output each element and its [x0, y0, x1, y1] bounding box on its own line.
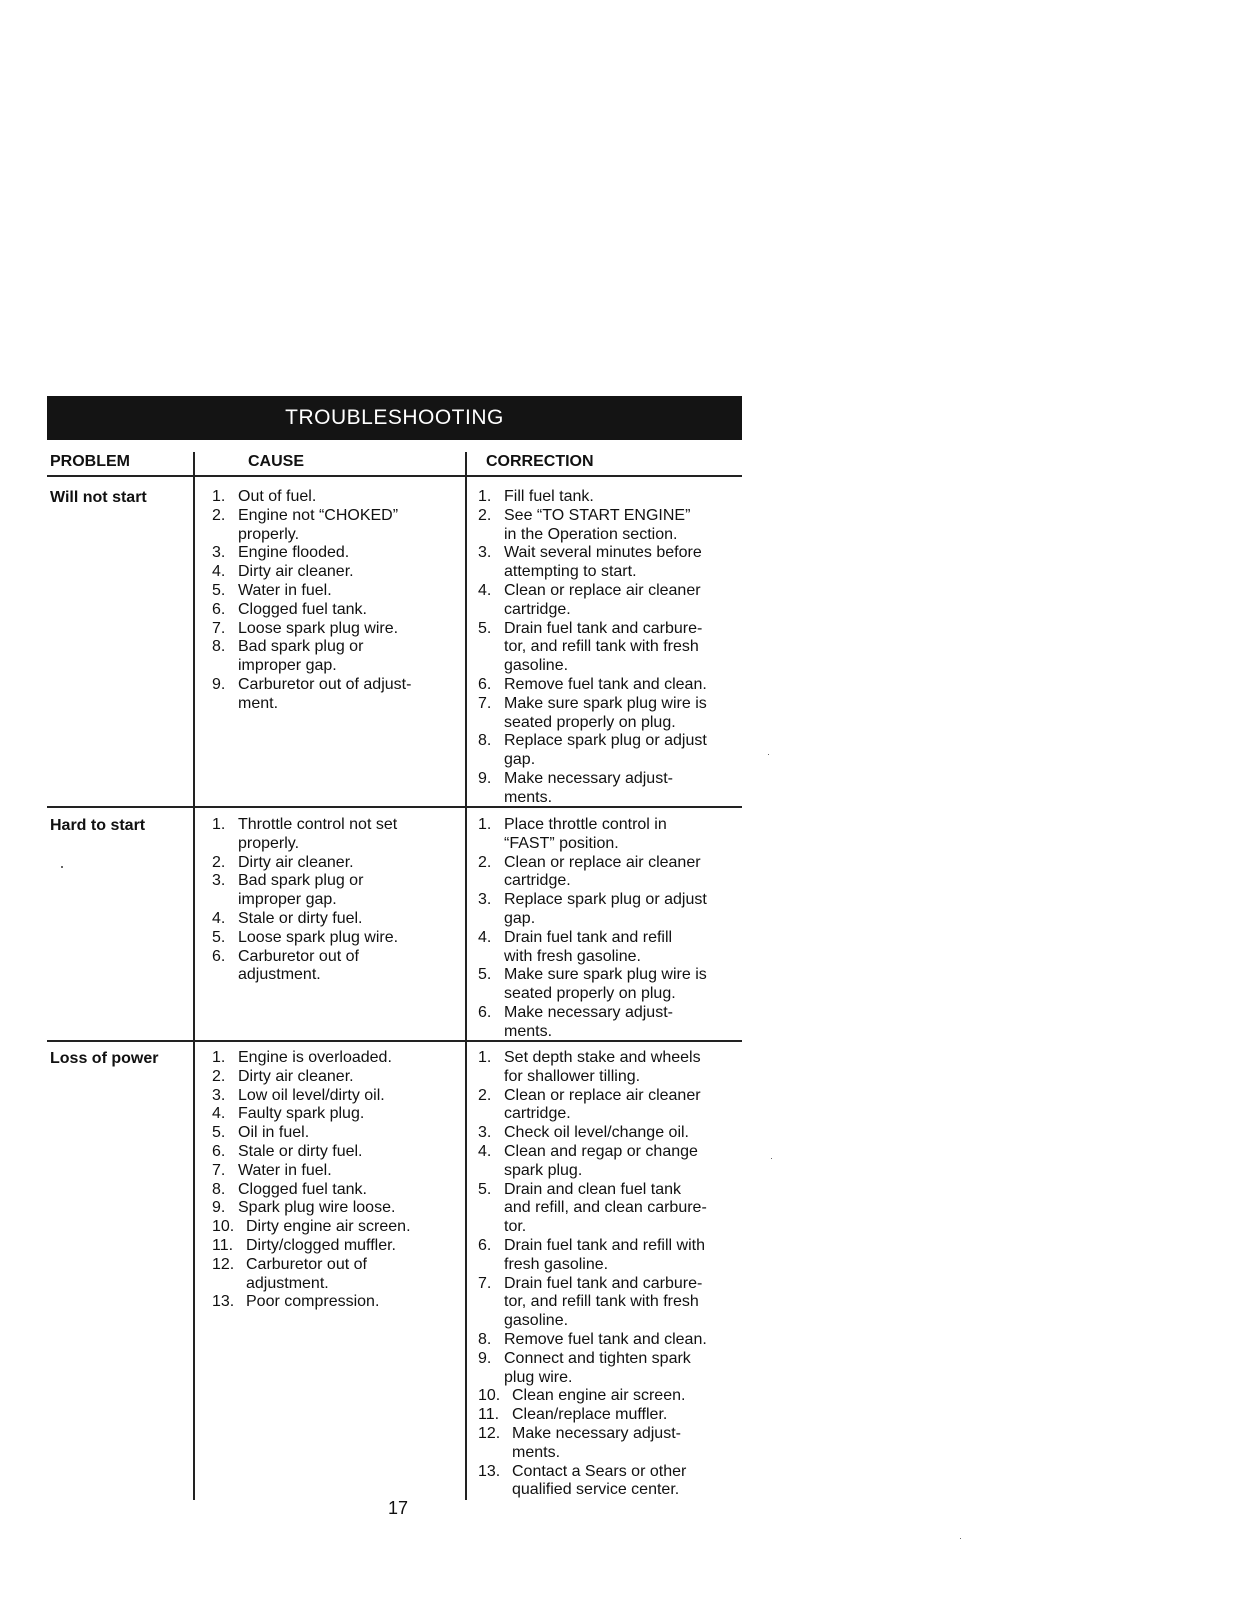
item-number: 12. [478, 1424, 501, 1442]
list-item [212, 1256, 452, 1294]
item-number: 4. [212, 563, 226, 581]
item-number: 9. [478, 769, 492, 787]
item-text: Stale or dirty fuel. [238, 1142, 363, 1160]
item-text: Drain fuel tank and refill with fresh gasoline. [504, 1236, 705, 1273]
list-item [212, 1143, 452, 1162]
list-item [478, 1124, 743, 1143]
list-item [478, 676, 743, 695]
item-text: Oil in fuel. [238, 1124, 310, 1142]
problem-label: Hard to start [50, 817, 146, 834]
item-number: 5. [478, 966, 492, 984]
item-number: 2. [212, 853, 226, 871]
item-text: Contact a Sears or other qualified service center. [512, 1462, 687, 1499]
item-number: 13. [478, 1462, 501, 1480]
problem-column-header: PROBLEM [50, 453, 130, 470]
list-item [212, 854, 452, 873]
item-number: 3. [478, 1124, 492, 1142]
column-divider-right [465, 452, 467, 1500]
item-text: Make necessary adjust- ments. [512, 1424, 681, 1461]
troubleshooting-banner: TROUBLESHOOTING [47, 396, 742, 440]
item-text: Clean or replace air cleaner cartridge. [504, 581, 701, 618]
list-item [212, 563, 452, 582]
item-text: Engine flooded. [238, 544, 350, 562]
list-item [478, 1406, 743, 1425]
list-item [478, 1350, 743, 1388]
list-item [212, 948, 452, 986]
item-text: Dirty air cleaner. [238, 853, 354, 871]
item-number: 6. [478, 1003, 492, 1021]
list-item [212, 544, 452, 563]
list-item [478, 732, 743, 770]
item-text: Dirty engine air screen. [246, 1218, 411, 1236]
item-text: Drain and clean fuel tank and refill, and clean carbure- tor. [504, 1180, 707, 1236]
list-item [478, 1181, 743, 1237]
item-number: 2. [212, 1067, 226, 1085]
item-text: Spark plug wire loose. [238, 1199, 396, 1217]
list-item [478, 1463, 743, 1501]
item-text: Drain fuel tank and carbure- tor, and refill tank with fresh gasoline. [504, 619, 703, 675]
item-number: 1. [212, 488, 226, 505]
item-text: Throttle control not set properly. [238, 816, 398, 852]
list-item [212, 582, 452, 601]
item-text: Connect and tighten spark plug wire. [504, 1349, 691, 1386]
item-number: 1. [212, 1049, 226, 1066]
item-number: 6. [212, 600, 226, 618]
item-text: Clean/replace muffler. [512, 1406, 668, 1424]
list-item [212, 1293, 452, 1312]
item-number: 3. [212, 872, 226, 890]
item-number: 4. [478, 581, 492, 599]
item-text: Check oil level/change oil. [504, 1124, 689, 1142]
list-item [212, 1199, 452, 1218]
item-number: 7. [212, 1161, 226, 1179]
list-item [212, 620, 452, 639]
column-divider-left [193, 452, 195, 1500]
list-item [478, 891, 743, 929]
correction-list [478, 1049, 743, 1500]
item-number: 2. [478, 506, 492, 524]
item-text: Loose spark plug wire. [238, 928, 399, 946]
list-item [478, 1387, 743, 1406]
list-item [212, 1087, 452, 1106]
item-text: Dirty/clogged muffler. [246, 1236, 396, 1254]
item-number: 2. [478, 1086, 492, 1104]
item-number: 5. [212, 928, 226, 946]
item-text: Clean engine air screen. [512, 1387, 686, 1405]
correction-list [478, 816, 743, 1042]
item-text: Bad spark plug or improper gap. [238, 638, 364, 675]
item-text: Remove fuel tank and clean. [504, 675, 707, 693]
item-number: 13. [212, 1293, 235, 1311]
item-number: 2. [478, 853, 492, 871]
item-number: 9. [212, 1199, 226, 1217]
list-item [212, 507, 452, 545]
list-item [478, 1004, 743, 1042]
list-item [212, 910, 452, 929]
item-text: Make necessary adjust- ments. [504, 1003, 673, 1040]
item-text: Water in fuel. [238, 1161, 332, 1179]
item-text: Place throttle control in “FAST” position. [504, 816, 667, 852]
list-item [212, 816, 452, 854]
list-item [212, 676, 452, 714]
item-text: Clean and regap or change spark plug. [504, 1142, 698, 1179]
item-number: 5. [212, 1124, 226, 1142]
item-number: 9. [212, 675, 226, 693]
item-text: Poor compression. [246, 1293, 380, 1311]
item-text: Make sure spark plug wire is seated properly on plug. [504, 694, 707, 731]
item-text: Replace spark plug or adjust gap. [504, 732, 707, 769]
cause-list [212, 816, 452, 985]
cause-list [212, 1049, 452, 1312]
problem-label: Loss of power [50, 1050, 159, 1067]
list-item [478, 582, 743, 620]
item-text: Drain fuel tank and carbure- tor, and refill tank with fresh gasoline. [504, 1274, 703, 1330]
list-item [478, 507, 743, 545]
list-item [478, 854, 743, 892]
scan-speck [768, 754, 769, 755]
item-text: Replace spark plug or adjust gap. [504, 891, 707, 927]
item-text: Bad spark plug or improper gap. [238, 872, 364, 909]
item-text: Clean or replace air cleaner cartridge. [504, 853, 701, 890]
item-number: 9. [478, 1349, 492, 1367]
item-text: Remove fuel tank and clean. [504, 1330, 707, 1348]
list-item [212, 1124, 452, 1143]
item-number: 3. [212, 1086, 226, 1104]
scan-speck [61, 866, 63, 868]
list-item [478, 695, 743, 733]
item-number: 4. [212, 909, 226, 927]
list-item [478, 966, 743, 1004]
item-text: Carburetor out of adjustment. [238, 947, 359, 984]
item-number: 10. [478, 1387, 501, 1405]
item-number: 2. [212, 506, 226, 524]
list-item [478, 1237, 743, 1275]
list-item [212, 601, 452, 620]
item-number: 6. [212, 1142, 226, 1160]
item-text: Carburetor out of adjustment. [246, 1255, 367, 1292]
item-text: Low oil level/dirty oil. [238, 1086, 385, 1104]
item-text: Clogged fuel tank. [238, 1180, 367, 1198]
item-number: 6. [212, 947, 226, 965]
item-number: 4. [212, 1105, 226, 1123]
list-item [478, 1425, 743, 1463]
item-number: 1. [212, 816, 226, 833]
list-item [212, 1237, 452, 1256]
item-number: 4. [478, 1142, 492, 1160]
list-item [478, 544, 743, 582]
item-text: Loose spark plug wire. [238, 619, 399, 637]
item-text: Set depth stake and wheels for shallower tilling. [504, 1049, 701, 1085]
list-item [478, 1049, 743, 1087]
item-number: 11. [478, 1406, 500, 1424]
list-item [478, 1143, 743, 1181]
list-item [212, 1049, 452, 1068]
item-number: 8. [478, 732, 492, 750]
item-number: 7. [478, 1274, 492, 1292]
item-number: 5. [478, 1180, 492, 1198]
list-item [212, 872, 452, 910]
page-number: 17 [388, 1498, 409, 1518]
scan-speck [771, 1158, 772, 1159]
list-item [212, 638, 452, 676]
item-number: 1. [478, 488, 492, 505]
item-text: Water in fuel. [238, 581, 332, 599]
item-text: Out of fuel. [238, 488, 317, 505]
list-item [478, 620, 743, 676]
list-item [478, 1331, 743, 1350]
item-number: 4. [478, 928, 492, 946]
item-number: 1. [478, 1049, 492, 1066]
item-number: 5. [212, 581, 226, 599]
list-item [212, 1181, 452, 1200]
item-number: 5. [478, 619, 492, 637]
item-number: 7. [478, 694, 492, 712]
item-number: 3. [212, 544, 226, 562]
list-item [212, 1105, 452, 1124]
item-number: 8. [212, 1180, 226, 1198]
list-item [478, 929, 743, 967]
item-number: 12. [212, 1255, 235, 1273]
item-text: Faulty spark plug. [238, 1105, 365, 1123]
list-item [212, 1068, 452, 1087]
item-text: Dirty air cleaner. [238, 1067, 354, 1085]
item-number: 3. [478, 544, 492, 562]
list-item [478, 770, 743, 808]
scan-speck [960, 1538, 961, 1539]
item-text: Engine not “CHOKED” properly. [238, 506, 399, 543]
header-rule [47, 475, 742, 477]
item-number: 6. [478, 675, 492, 693]
item-text: Make necessary adjust- ments. [504, 769, 673, 806]
item-number: 8. [478, 1330, 492, 1348]
item-text: Fill fuel tank. [504, 488, 594, 505]
cause-list [212, 488, 452, 714]
item-text: Clogged fuel tank. [238, 600, 367, 618]
item-number: 8. [212, 638, 226, 656]
item-text: Dirty air cleaner. [238, 563, 354, 581]
list-item [212, 929, 452, 948]
item-text: Carburetor out of adjust- ment. [238, 675, 412, 712]
list-item [212, 488, 452, 507]
list-item [478, 1087, 743, 1125]
list-item [212, 1162, 452, 1181]
item-text: Engine is overloaded. [238, 1049, 392, 1066]
item-number: 1. [478, 816, 492, 833]
cause-column-header: CAUSE [248, 453, 305, 470]
list-item [478, 488, 743, 507]
item-number: 3. [478, 891, 492, 909]
list-item [478, 1275, 743, 1331]
item-text: Drain fuel tank and refill with fresh gasoline. [504, 928, 673, 965]
item-number: 7. [212, 619, 226, 637]
list-item [212, 1218, 452, 1237]
item-text: Clean or replace air cleaner cartridge. [504, 1086, 701, 1123]
item-number: 6. [478, 1236, 492, 1254]
item-text: Wait several minutes before attempting to start. [504, 544, 702, 581]
correction-list [478, 488, 743, 808]
item-text: See “TO START ENGINE” in the Operation section. [504, 506, 691, 543]
problem-label: Will not start [50, 489, 147, 506]
item-number: 11. [212, 1236, 234, 1254]
item-number: 10. [212, 1218, 235, 1236]
item-text: Make sure spark plug wire is seated properly on plug. [504, 966, 707, 1003]
item-text: Stale or dirty fuel. [238, 909, 363, 927]
correction-column-header: CORRECTION [486, 453, 594, 470]
list-item [478, 816, 743, 854]
